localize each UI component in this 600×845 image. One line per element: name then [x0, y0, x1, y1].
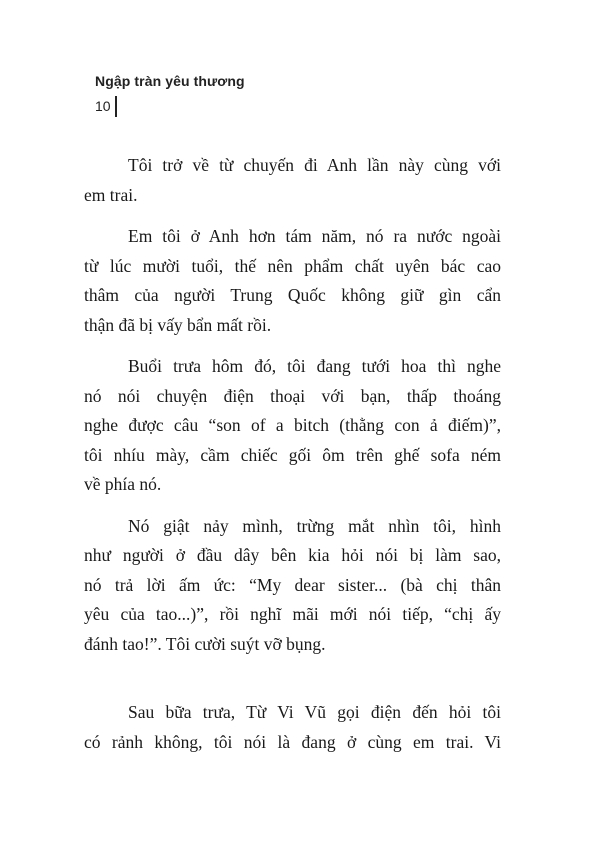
paragraph — [84, 512, 501, 660]
text-line: nghe được câu “son of a bitch (thằng con ả điếm)”, — [84, 415, 501, 435]
text-line: từ lúc mười tuổi, thế nên phẩm chất uyên bác cao — [84, 255, 501, 276]
text-line: Em tôi ở Anh hơn tám năm, nó ra nước ngoài — [128, 226, 501, 246]
text-line: như người ở đầu dây bên kia hỏi nói bị làm sao, — [84, 545, 501, 565]
text-line: có rảnh không, tôi nói là đang ở cùng em trai. Vi — [84, 731, 501, 752]
text-line: thâm của người Trung Quốc không giữ gìn cẩn — [84, 285, 501, 305]
text-line: Nó giật nảy mình, trừng mắt nhìn tôi, hình — [128, 515, 501, 536]
text-line: tôi nhíu mày, cầm chiếc gối ôm trên ghế sofa ném — [84, 444, 501, 465]
text-line: nó trả lời ấm ức: “My dear sister... (bà chị thân — [84, 574, 501, 595]
page-number-rule — [115, 96, 117, 117]
paragraph — [84, 698, 501, 757]
text-line: Sau bữa trưa, Từ Vi Vũ gọi điện đến hỏi tôi — [128, 702, 501, 722]
text-line: thận đã bị vấy bẩn mất rồi. — [84, 314, 272, 335]
page-number-block — [95, 95, 117, 117]
paragraph — [84, 151, 501, 210]
paragraph — [84, 222, 501, 340]
text-line: em trai. — [84, 184, 138, 205]
text-line: đánh tao!”. Tôi cười suýt vỡ bụng. — [84, 633, 326, 654]
text-line: Tôi trở về từ chuyến đi Anh lần này cùng với — [128, 155, 501, 175]
text-line: Buổi trưa hôm đó, tôi đang tưới hoa thì nghe — [128, 356, 501, 376]
paragraph — [84, 352, 501, 500]
running-title: Ngập tràn yêu thương — [95, 73, 245, 89]
page-number: 10 — [95, 98, 111, 114]
text-line: nó nói chuyện điện thoại với bạn, thấp thoáng — [84, 385, 501, 406]
text-line: về phía nó. — [84, 474, 162, 494]
body-text — [84, 151, 501, 769]
text-line: yêu của tao...)”, rồi nghĩ mãi mới nói tiếp, “chị ấy — [84, 604, 501, 624]
section-break — [121, 671, 501, 698]
